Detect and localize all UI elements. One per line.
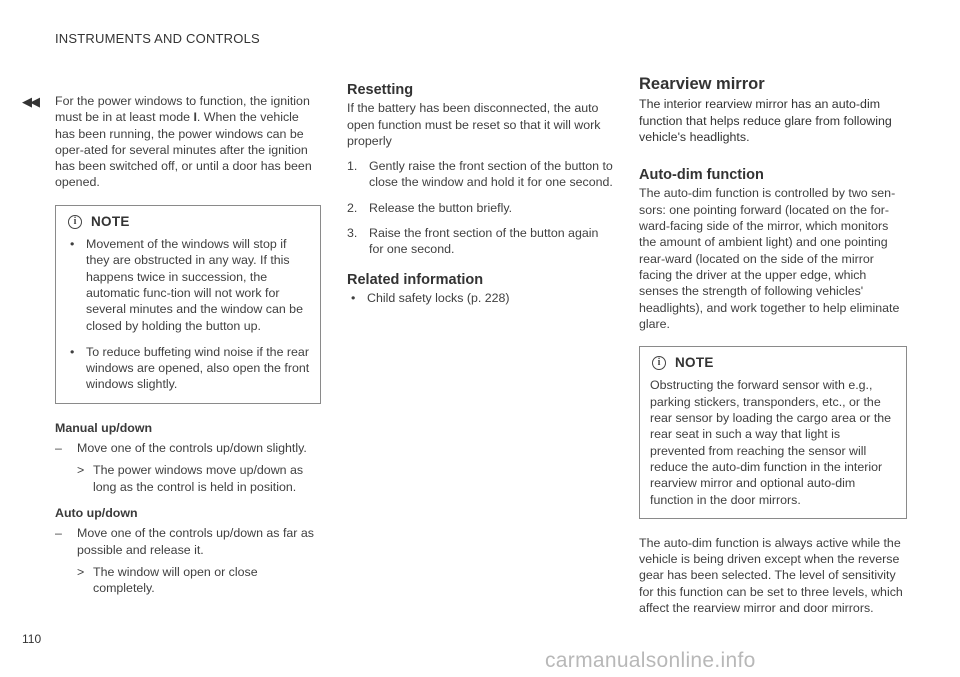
note-header bbox=[650, 355, 896, 371]
intro-text-post: . When the vehicle has been running, the power windows can be oper-ated for several minutes after the ignition has been switched off, or until a door has been opened. bbox=[55, 110, 312, 190]
watermark: carmanualsonline.info bbox=[545, 649, 756, 672]
bullet-icon: • bbox=[351, 290, 356, 305]
resetting-step bbox=[347, 200, 613, 216]
column-rearview-mirror bbox=[639, 76, 907, 616]
note-box bbox=[639, 346, 907, 519]
resetting-step bbox=[347, 158, 613, 191]
manual-result-text: The power windows move up/down as long as the control is held in position. bbox=[93, 463, 304, 494]
autodim-text: The auto-dim function is controlled by two sen-sors: one pointing forward (located on the for-ward-facing side of the mirror, which monitors the amount of ambient light) and one pointing rear-ward (located on the side of the mirror facing the driver at the upper edge, which senses the strength of following vehicles' headlights), and work together to help eliminate glare. bbox=[639, 186, 900, 331]
intro-text-pre: For the power windows to function, the ignition must be in at least mode bbox=[55, 94, 310, 125]
intro-paragraph bbox=[55, 93, 321, 191]
note-bullet bbox=[66, 236, 310, 334]
note-header bbox=[66, 214, 310, 230]
note-text: Obstructing the forward sensor with e.g., parking stickers, transponders, etc., or the rear sensor by loading the cargo area or the rear seat in such a way that light is prevented from reaching the sensor will reduce the auto-dim function in the interior rearview mirror and optional auto-dim function in the door mirrors. bbox=[650, 378, 892, 507]
result-arrow-icon: > bbox=[77, 463, 85, 478]
column-power-windows bbox=[55, 93, 321, 604]
related-link[interactable]: Child safety locks (p. 228) bbox=[367, 290, 510, 305]
manual-step bbox=[55, 440, 321, 456]
autodim-heading: Auto-dim function bbox=[639, 167, 764, 184]
step-number: 1. bbox=[347, 159, 358, 174]
ignition-mode: I bbox=[193, 110, 197, 125]
column-resetting bbox=[347, 82, 613, 306]
note-bullet bbox=[66, 344, 310, 393]
note-title: NOTE bbox=[91, 213, 130, 229]
note-bullet-text: Movement of the windows will stop if they are obstructed in any way. If this happens twice in succession, the automatic func-tion will not work for several minutes and the window can be closed by holding the button up. bbox=[86, 237, 303, 333]
autodim-outro: The auto-dim function is always active while the vehicle is being driven except when the reverse gear has been selected. The level of sensitivity for this function can be set to three levels, which affect the rearview mirror and door mirrors. bbox=[639, 535, 903, 616]
manual-result bbox=[77, 462, 321, 495]
step-text: Release the button briefly. bbox=[369, 200, 513, 215]
result-arrow-icon: > bbox=[77, 564, 85, 579]
auto-step bbox=[55, 525, 321, 558]
step-number: 2. bbox=[347, 200, 358, 215]
bullet-icon: • bbox=[70, 237, 75, 252]
step-text: Raise the front section of the button again for one second. bbox=[369, 226, 599, 257]
auto-result bbox=[77, 564, 321, 597]
info-icon: i bbox=[68, 215, 82, 229]
step-text: Gently raise the front section of the button to close the window and hold it for one second. bbox=[369, 159, 613, 190]
resetting-intro: If the battery has been disconnected, the auto open function must be reset so that it will work properly bbox=[347, 101, 601, 148]
resetting-heading: Resetting bbox=[347, 82, 414, 98]
resetting-step bbox=[347, 225, 613, 258]
back-arrows-icon[interactable]: ◀◀ bbox=[22, 94, 38, 109]
auto-heading: Auto up/down bbox=[55, 505, 138, 520]
dash-icon: – bbox=[55, 441, 62, 456]
note-box bbox=[55, 205, 321, 404]
page-number: 110 bbox=[22, 632, 42, 646]
auto-step-text: Move one of the controls up/down as far as possible and release it. bbox=[77, 526, 314, 557]
step-number: 3. bbox=[347, 226, 358, 241]
section-header: INSTRUMENTS AND CONTROLS bbox=[55, 31, 260, 46]
related-item[interactable] bbox=[347, 290, 613, 306]
manual-heading: Manual up/down bbox=[55, 420, 153, 435]
dash-icon: – bbox=[55, 526, 62, 541]
manual-step-text: Move one of the controls up/down slightly. bbox=[77, 441, 307, 456]
info-icon: i bbox=[652, 356, 666, 370]
bullet-icon: • bbox=[70, 344, 75, 359]
rearview-lead: The interior rearview mirror has an auto-dim function that helps reduce glare from following vehicle's headlights. bbox=[639, 97, 892, 144]
related-heading: Related information bbox=[347, 271, 484, 288]
auto-result-text: The window will open or close completely. bbox=[93, 564, 258, 596]
note-bullet-text: To reduce buffeting wind noise if the rear windows are opened, also open the front windows slightly. bbox=[86, 344, 310, 392]
note-title: NOTE bbox=[675, 355, 714, 371]
rearview-title: Rearview mirror bbox=[639, 75, 765, 93]
